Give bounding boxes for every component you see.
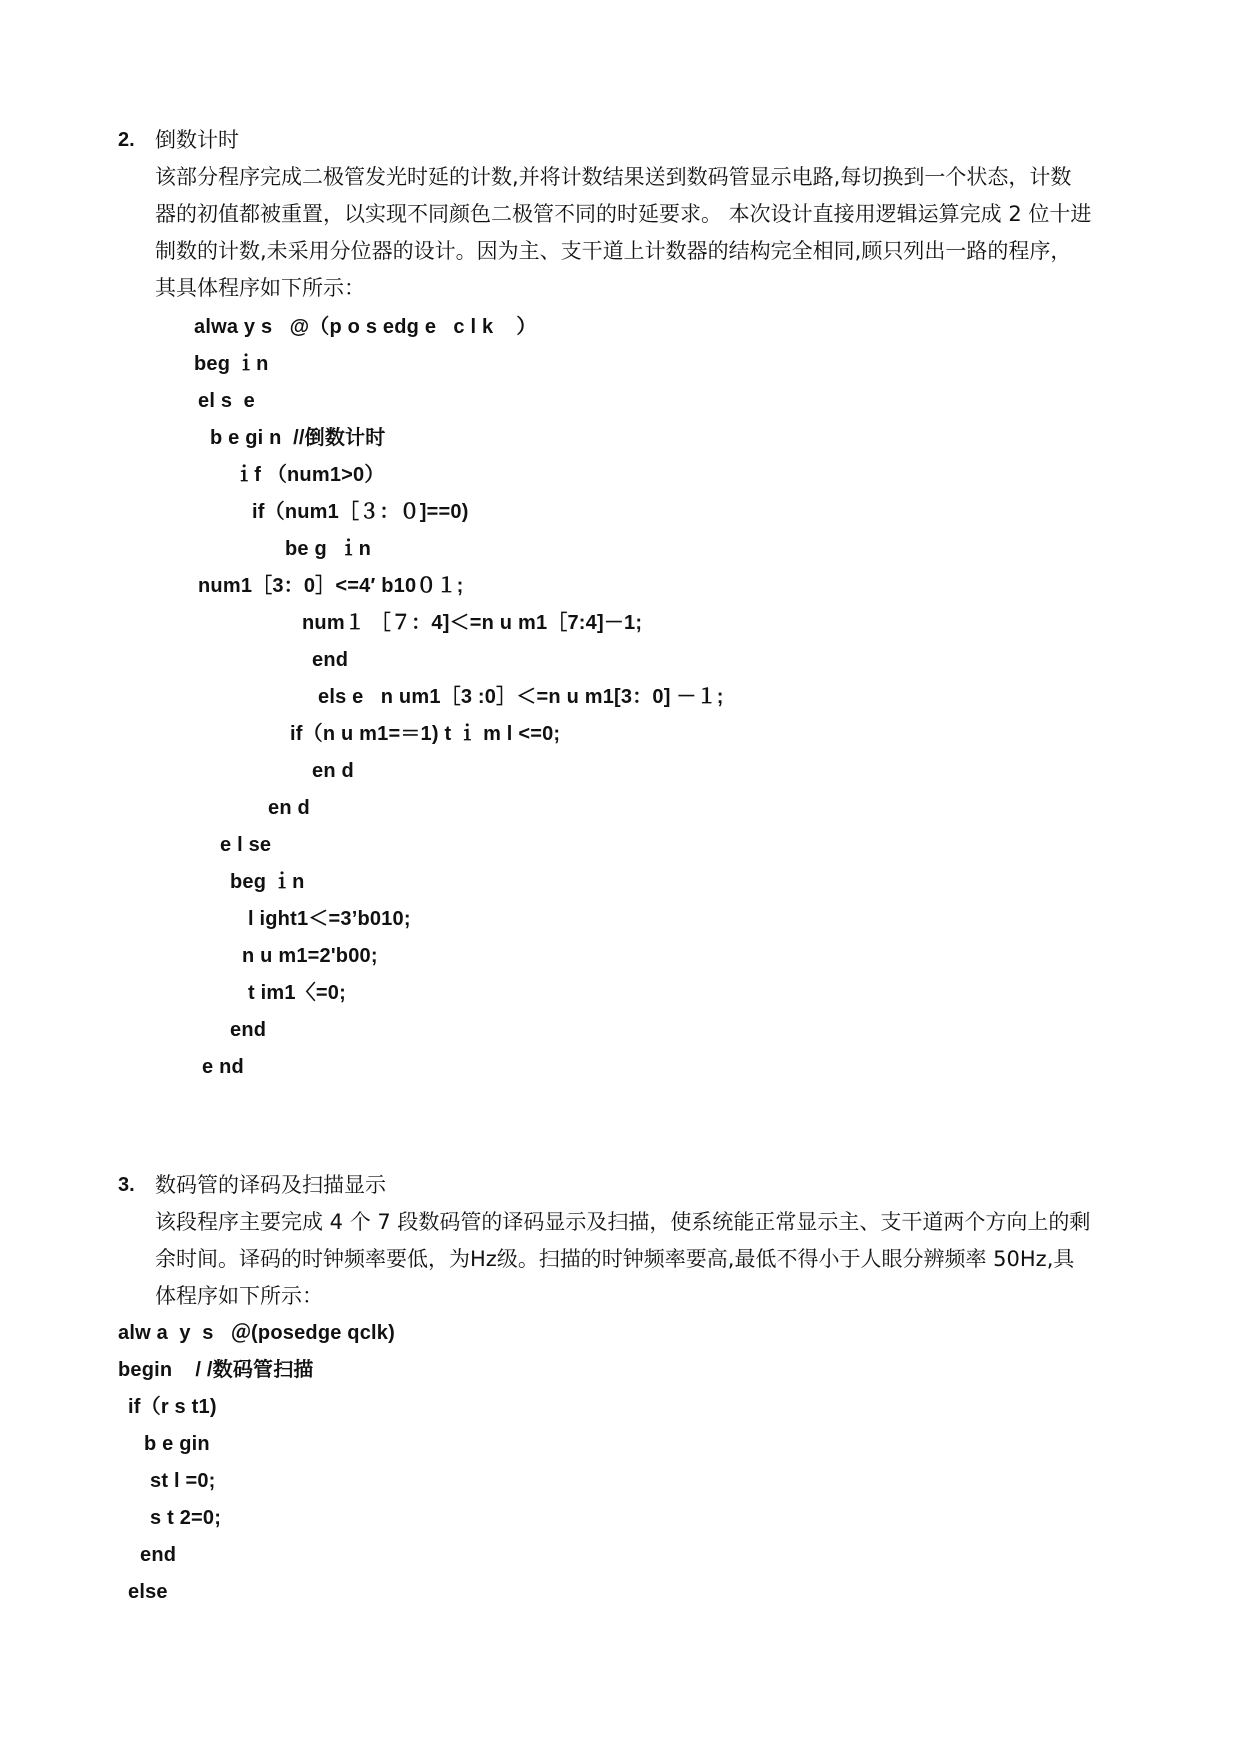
section-2-paragraph-line: 器的初值都被重置，以实现不同颜色二极管不同的时延要求。 本次设计直接用逻辑运算完成 2 位十进 (155, 202, 1092, 226)
section-3-paragraph-line: 该段程序主要完成 4 个 7 段数码管的译码显示及扫描，使系统能正常显示主、支干道两个方向上的剩 (155, 1210, 1091, 1234)
code-line: b e gin (144, 1433, 210, 1455)
section-2-number: 2. (118, 129, 135, 151)
code-line: en d (268, 797, 310, 819)
section-3-number: 3. (118, 1174, 135, 1196)
code-line: l ight1＜=3’b010; (248, 908, 411, 930)
code-line: end (230, 1019, 267, 1041)
code-line: en d (312, 760, 354, 782)
section-3-paragraph-line: 体程序如下所示： (155, 1284, 323, 1308)
code-line: end (312, 649, 349, 671)
code-line: if（n u m1=＝1) t ｉ m l <=0; (290, 723, 561, 745)
code-line: end (140, 1544, 177, 1566)
code-line: alw a y s ＠(posedge qclk) (118, 1322, 395, 1344)
code-line: e nd (202, 1056, 244, 1078)
code-line: if（num1［３：０]==0) (252, 501, 469, 523)
code-line: s t 2=0; (150, 1507, 222, 1529)
section-2-paragraph-line: 制数的计数,未采用分位器的设计。因为主、支干道上计数器的结构完全相同,顾只列出一路的程序， (155, 239, 1072, 263)
code-line: begin / /数码管扫描 (118, 1359, 314, 1381)
section-2-paragraph-line: 该部分程序完成二极管发光时延的计数,并将计数结果送到数码管显示电路,每切换到一个状态，计数 (155, 165, 1072, 189)
section-3-title: 数码管的译码及扫描显示 (155, 1173, 386, 1197)
code-line: ｉf （num1>0） (234, 464, 385, 486)
code-line: alwa y s @（p o s edg e c l k ） (194, 316, 537, 338)
code-line: beg ｉn (194, 353, 269, 375)
code-line: be g ｉn (285, 538, 372, 560)
code-line: num1［3：0］<=4′ b10０１; (198, 575, 464, 597)
section-2-title: 倒数计时 (155, 128, 239, 152)
code-line: t im1〈=0; (248, 982, 346, 1004)
code-line: beg ｉn (230, 871, 305, 893)
code-line: else (128, 1581, 168, 1603)
code-line: els e n um1［3 :0］＜=n u m1[3：0] －１; (318, 686, 724, 708)
code-line: b e gi n //倒数计时 (210, 427, 386, 449)
code-line: st l =0; (150, 1470, 216, 1492)
section-2-paragraph-line: 其具体程序如下所示： (155, 276, 365, 300)
section-3-paragraph-line: 余时间。译码的时钟频率要低，为Hz级。扫描的时钟频率要高,最低不得小于人眼分辨频率 50Hz,具 (155, 1247, 1075, 1271)
code-line: num１ ［７：4]＜=n u m1［7:4]－1; (302, 612, 643, 634)
code-line: if（r s t1) (128, 1396, 217, 1418)
code-line: e l se (220, 834, 272, 856)
code-line: n u m1=2'b00; (242, 945, 378, 967)
code-line: el s e (198, 390, 255, 412)
